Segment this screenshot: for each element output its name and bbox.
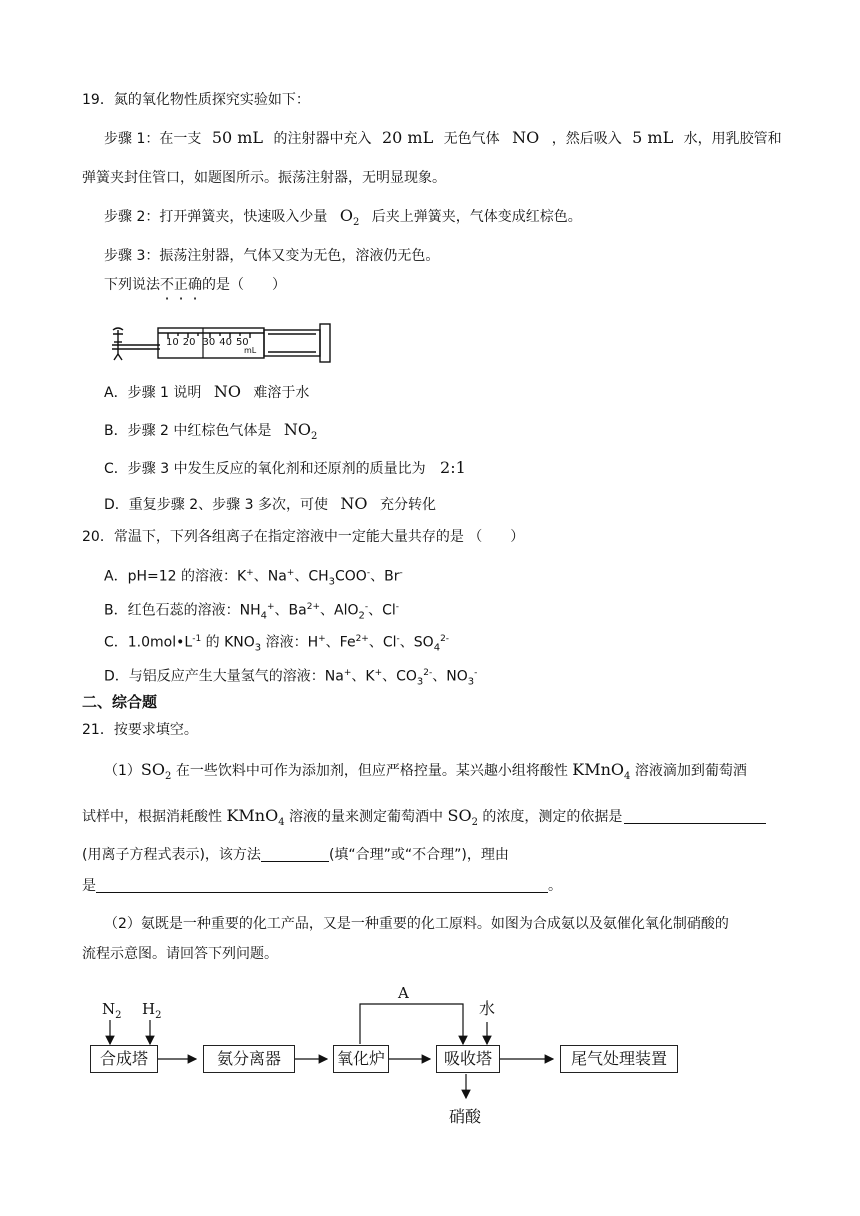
q19-step1-volume-syringe: 50 mL	[211, 128, 264, 147]
flow-output-nitric-acid: 硝酸	[449, 1107, 482, 1126]
q19-step1-text-e: 水，用乳胶管和	[683, 131, 782, 147]
emphasis-not-1: 不	[160, 277, 174, 293]
answer-blank-reason[interactable]	[96, 876, 548, 893]
q19-step1-volume-gas: 20 mL	[381, 128, 434, 147]
q19-step3: 步骤 3：振荡注射器，气体又变为无色，溶液仍无色。	[104, 248, 440, 264]
flow-input-n2	[102, 1000, 122, 1021]
q19-question	[104, 275, 286, 295]
q19-step2-text-b: 后夹上弹簧夹，气体变成红棕色。	[371, 209, 582, 225]
flow-box-ammonia-separator: 氨分离器	[203, 1045, 295, 1073]
q21-p1-line3-a: (用离子方程式表示)，该方法	[82, 847, 261, 863]
q21-p1-line4-b: 。	[548, 878, 562, 894]
syringe-unit: mL	[244, 346, 257, 355]
q21-p1-line2	[82, 806, 766, 833]
q20-stem: 20．常温下，下列各组离子在指定溶液中一定能大量共存的是 （ ）	[82, 529, 525, 545]
no2-subscript: 2	[311, 431, 318, 443]
flow-box-oxidation-furnace: 氧化炉	[333, 1045, 389, 1073]
syringe-tick-label: 10	[166, 337, 179, 348]
q21-p1-line4	[82, 876, 562, 896]
q19-step2-o2	[339, 206, 360, 229]
q19-option-b-no2	[283, 420, 318, 443]
flow-input-h2	[142, 1000, 161, 1021]
syringe-scale	[166, 337, 249, 348]
emphasis-not-3: 确	[188, 277, 202, 293]
flow-box-tail-gas-treatment: 尾气处理装置	[560, 1045, 678, 1073]
syringe-tick-label: 20	[182, 337, 196, 348]
o2-symbol: O	[339, 206, 353, 225]
q19-option-a-text: A．步骤 1 说明	[104, 385, 202, 401]
o2-subscript: 2	[352, 217, 360, 229]
no2-symbol: NO	[283, 420, 311, 439]
q19-option-d-no: NO	[340, 494, 368, 513]
n2-subscript: 2	[115, 1010, 122, 1021]
q19-step1-text-d: ，然后吸入	[551, 131, 622, 147]
q21-stem: 21．按要求填空。	[82, 722, 198, 738]
q20-option-d[interactable]: D．与铝反应产生大量氢气的溶液：Na+、K+、$CO_3^{2-}$、$NO_3^-$	[104, 668, 478, 688]
q19-option-d-rest: 充分转化	[379, 497, 436, 513]
q21-p2-line1: （2）氨既是一种重要的化工产品，又是一种重要的化工原料。如图为合成氨以及氨催化氧化制硝酸的	[104, 916, 729, 932]
flow-box-synthesis-tower: 合成塔	[90, 1045, 158, 1073]
q21-p1-line4-a: 是	[82, 878, 96, 894]
q21-p1-line2-text: 试样中，根据消耗酸性 KMnO$_4$ 溶液的量来测定葡萄酒中 $SO_2$ 的浓度，测定的依据是	[82, 806, 623, 829]
n2-symbol: N	[102, 1000, 116, 1018]
q19-step1-line2: 弹簧夹封住管口，如题图所示。振荡注射器，无明显现象。	[82, 170, 446, 186]
q21-p1-line1: $(1)SO_2$ 在一些饮料中可作为添加剂，但应严格控量。某兴趣小组将酸性 KMnO$_4$ 溶液滴加到葡萄酒	[104, 760, 747, 783]
answer-blank-equation[interactable]	[624, 807, 766, 824]
q20-option-b[interactable]: B．红色石蕊的溶液：$NH_4^+$、$Ba^{2+}$、AlO$_2$-、Cl-	[104, 602, 400, 622]
q19-option-c-ratio: 2:1	[440, 458, 466, 477]
flow-label-a: A	[398, 984, 409, 1002]
q20-option-c[interactable]: C．$1.0mol•L^{-1}$ 的 $KNO_3$ 溶液：H+、$Fe^{2+}$、Cl-、$SO_4^{2-}$	[104, 634, 450, 654]
q19-option-c-text: C．步骤 3 中发生反应的氧化剂和还原剂的质量比为	[104, 461, 426, 477]
q19-option-d-text: D．重复步骤 2、步骤 3 多次，可使	[104, 497, 328, 513]
q19-option-d[interactable]	[104, 494, 436, 515]
q19-question-a: 下列说法	[104, 277, 160, 293]
q19-step1-text-b: 的注射器中充入	[273, 131, 372, 147]
q19-step1-text-a: 步骤 1：在一支	[104, 131, 202, 147]
q19-option-a-rest: 难溶于水	[253, 385, 310, 401]
q19-option-b[interactable]	[104, 420, 317, 447]
q19-step1-line1	[104, 128, 782, 149]
q19-option-c[interactable]	[104, 458, 466, 479]
q21-p2-line2: 流程示意图。请回答下列问题。	[82, 946, 278, 962]
h2-symbol: H	[142, 1000, 156, 1018]
h2-subscript: 2	[155, 1010, 162, 1021]
q20-option-a[interactable]: A．pH=12 的溶液：K+、Na+、$CH_3COO^-$、Br-	[104, 568, 403, 588]
q19-step1-text-c: 无色气体	[443, 131, 500, 147]
syringe-tick-label: 30	[202, 337, 216, 348]
q21-p1-line3-b: (填“合理”或“不合理”)，理由	[328, 847, 509, 863]
answer-blank-reasonable[interactable]	[261, 845, 329, 862]
q19-step2-text-a: 步骤 2：打开弹簧夹，快速吸入少量	[104, 209, 328, 225]
q19-option-a[interactable]	[104, 382, 309, 403]
syringe-tick-label: 50	[235, 337, 249, 348]
syringe-tick-label: 40	[219, 337, 232, 348]
q19-step2	[104, 206, 582, 233]
q19-step1-no: NO	[512, 128, 540, 147]
flow-input-water: 水	[479, 999, 496, 1018]
q19-step1-volume-water: 5 mL	[632, 128, 674, 147]
emphasis-not-2: 正	[174, 277, 188, 293]
flow-box-absorption-tower: 吸收塔	[436, 1045, 500, 1073]
q19-stem: 19．氮的氧化物性质探究实验如下：	[82, 92, 310, 108]
q19-option-b-text: B．步骤 2 中红棕色气体是	[104, 423, 272, 439]
section-heading: 二、综合题	[82, 693, 158, 711]
q19-question-b: 的是（ ）	[202, 277, 286, 293]
q19-option-a-no: NO	[213, 382, 241, 401]
q21-p1-line3	[82, 845, 509, 865]
